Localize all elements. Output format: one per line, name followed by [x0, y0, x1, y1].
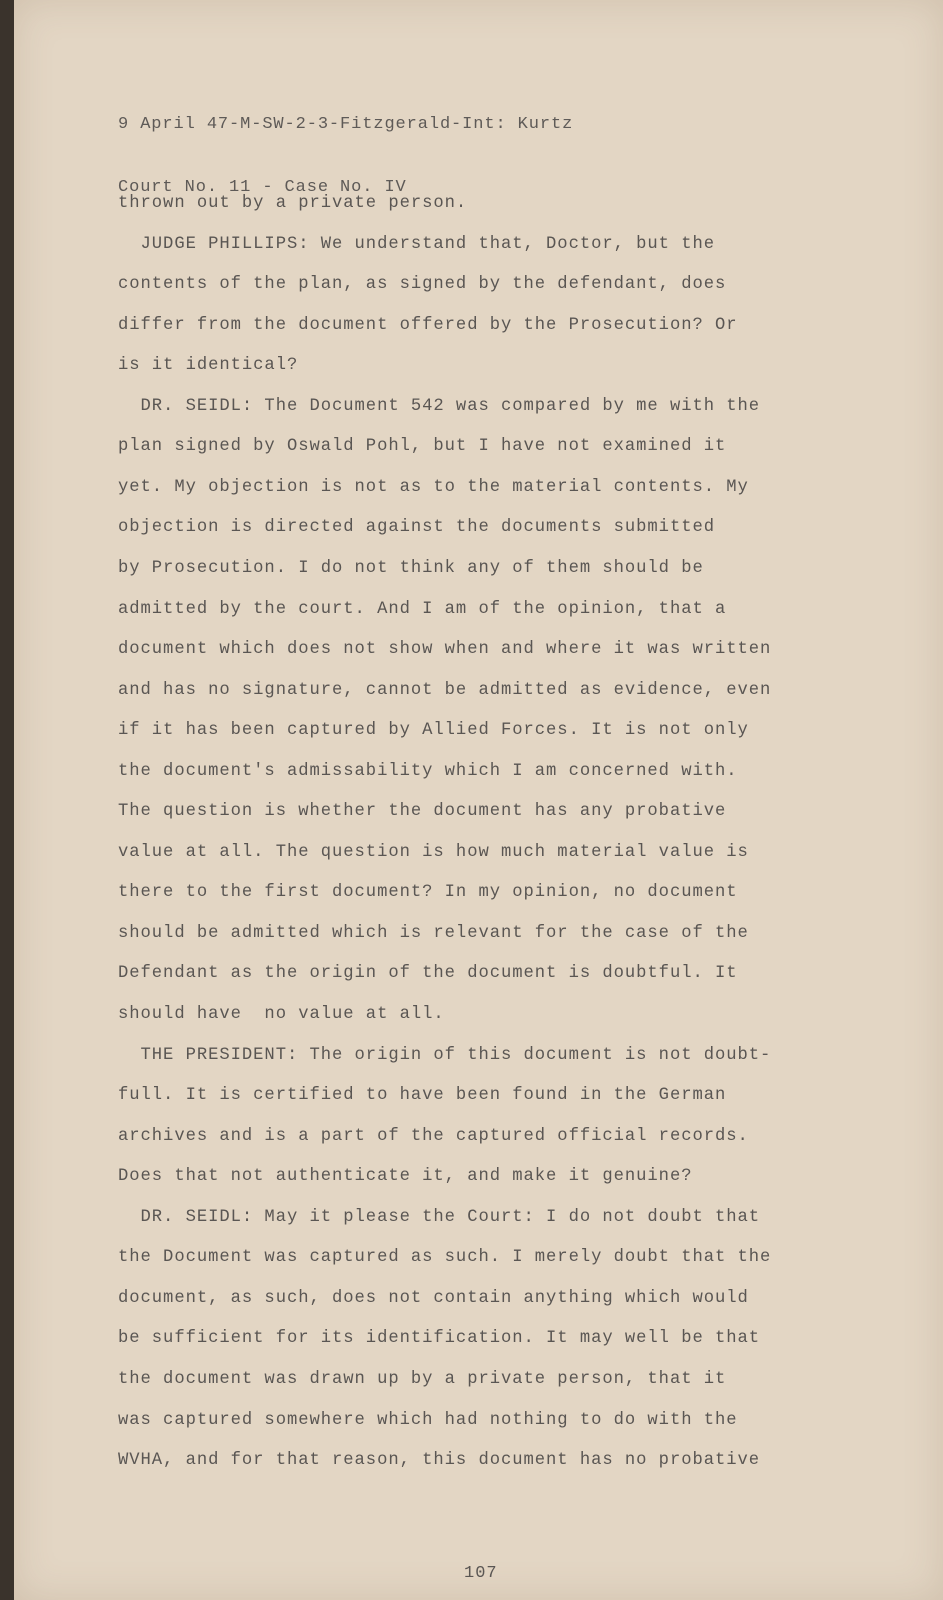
transcript-line: contents of the plan, as signed by the defendant, does [118, 275, 727, 295]
transcript-line: the document's admissability which I am concerned with. [118, 761, 738, 781]
transcript-line: document which does not show when and where it was written [118, 640, 772, 660]
transcript-line: thrown out by a private person. [118, 194, 468, 213]
transcript-line: was captured somewhere which had nothing to do with the [118, 1410, 738, 1430]
page-number: 107 [464, 1564, 498, 1583]
transcript-line: be sufficient for its identification. It may well be that [118, 1329, 761, 1349]
transcript-line: should have no value at all. [118, 1005, 445, 1024]
transcript-line: is it identical? [118, 356, 299, 376]
transcript-line: full. It is certified to have been found in the German [118, 1086, 727, 1106]
transcript-line: yet. My objection is not as to the material contents. My [118, 477, 749, 497]
transcript-line: Defendant as the origin of the document is doubtful. It [118, 964, 738, 984]
transcript-line: by Prosecution. I do not think any of them should be [118, 558, 704, 578]
transcript-line: THE PRESIDENT: The origin of this document is not doubt- [118, 1045, 772, 1065]
header-line-2: Court No. 11 - Case No. IV [118, 178, 407, 197]
transcript-line: there to the first document? In my opinion, no document [118, 883, 738, 903]
transcript-line: the Document was captured as such. I merely doubt that the [118, 1248, 772, 1268]
transcript-line: archives and is a part of the captured official records. [118, 1126, 749, 1146]
transcript-line: value at all. The question is how much material value is [118, 842, 749, 862]
scanner-edge [0, 0, 14, 1600]
transcript-line: WVHA, and for that reason, this document has no probative [118, 1451, 761, 1471]
header-line-1: 9 April 47-M-SW-2-3-Fitzgerald-Int: Kurtz [118, 115, 574, 134]
transcript-line: plan signed by Oswald Pohl, but I have not examined it [118, 437, 727, 457]
document-header [118, 72, 573, 240]
transcript-line: DR. SEIDL: The Document 542 was compared by me with the [118, 396, 761, 416]
transcript-line: objection is directed against the documents submitted [118, 518, 716, 538]
transcript-line: Does that not authenticate it, and make it genuine? [118, 1167, 693, 1187]
transcript-line: should be admitted which is relevant for the case of the [118, 923, 749, 943]
transcript-line: and has no signature, cannot be admitted as evidence, even [118, 680, 772, 700]
transcript-line: if it has been captured by Allied Forces. It is not only [118, 721, 749, 741]
transcript-line: the document was drawn up by a private person, that it [118, 1369, 727, 1389]
transcript-line: The question is whether the document has any probative [118, 802, 727, 822]
transcript-line: JUDGE PHILLIPS: We understand that, Doctor, but the [118, 234, 716, 254]
transcript-line: differ from the document offered by the Prosecution? Or [118, 315, 738, 335]
transcript-line: DR. SEIDL: May it please the Court: I do not doubt that [118, 1207, 761, 1227]
document-page [14, 0, 943, 1600]
transcript-line: admitted by the court. And I am of the opinion, that a [118, 599, 727, 619]
transcript-line: document, as such, does not contain anything which would [118, 1288, 749, 1308]
